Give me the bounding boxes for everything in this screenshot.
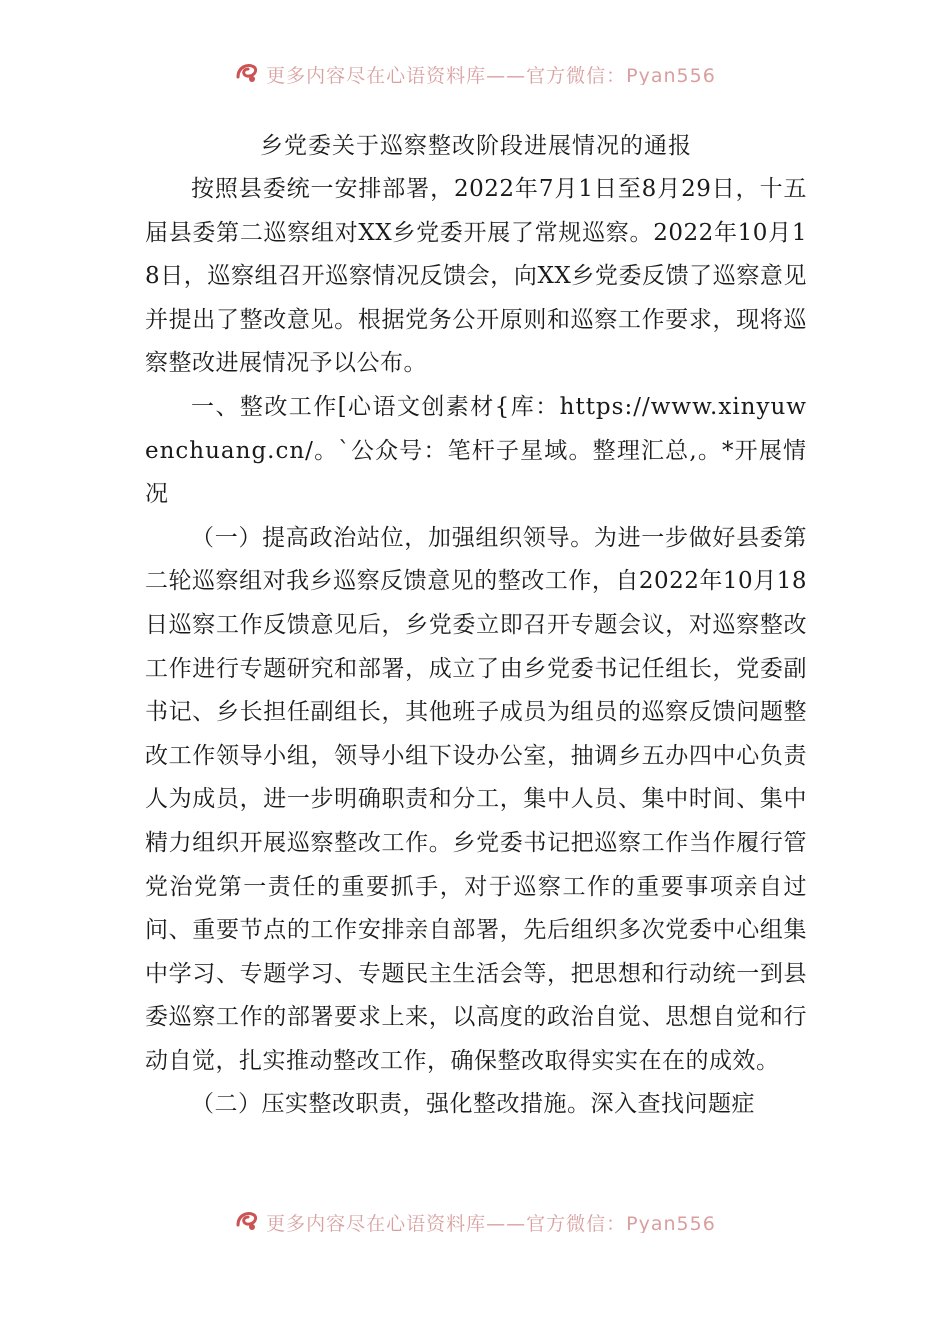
- logo-swirl-icon: [234, 59, 260, 85]
- watermark-text: 更多内容尽在心语资料库——官方微信：Pyan556: [266, 1213, 716, 1233]
- paragraph-section-heading: 一、整改工作[心语文创素材{库：https://www.xinyuwenchuang.cn/。`公众号：笔杆子星域。整理汇总,。*开展情况: [145, 393, 807, 508]
- watermark-banner-top: [0, 52, 950, 92]
- watermark-text: 更多内容尽在心语资料库——官方微信：Pyan556: [266, 65, 716, 85]
- paragraph-section-1: （一）提高政治站位，加强组织领导。为进一步做好县委第二轮巡察组对我乡巡察反馈意见的整改工作，自2022年10月18日巡察工作反馈意见后，乡党委立即召开专题会议，对巡察整改工作进行专题研究和部署，成立了由乡党委书记任组长，党委副书记、乡长担任副组长，其他班子成员为组员的巡察反馈问题整改工作领导小组，领导小组下设办公室，抽调乡五办四中心负责人为成员，进一步明确职责和分工，集中人员、集中时间、集中精力组织开展巡察整改工作。乡党委书记把巡察工作当作履行管党治党第一责任的重要抓手，对于巡察工作的重要事项亲自过问、重要节点的工作安排亲自部署，先后组织多次党委中心组集中学习、专题学习、专题民主生活会等，把思想和行动统一到县委巡察工作的部署要求上来，以高度的政治自觉、思想自觉和行动自觉，扎实推动整改工作，确保整改取得实实在在的成效。: [145, 524, 807, 1074]
- document-title: 乡党委关于巡察整改阶段进展情况的通报: [260, 133, 692, 159]
- watermark-banner-bottom: [0, 1200, 950, 1240]
- watermark: [234, 59, 716, 85]
- logo-swirl-icon: [234, 1207, 260, 1233]
- paragraph-section-2: （二）压实整改职责，强化整改措施。深入查找问题症: [191, 1091, 755, 1118]
- document-page: [145, 126, 807, 1127]
- paragraph-intro: 按照县委统一安排部署，2022年7月1日至8月29日，十五届县委第二巡察组对XX乡党委开展了常规巡察。2022年10月18日，巡察组召开巡察情况反馈会，向XX乡党委反馈了巡察意见并提出了整改意见。根据党务公开原则和巡察工作要求，现将巡察整改进展情况予以公布。: [145, 176, 807, 377]
- watermark: [234, 1207, 716, 1233]
